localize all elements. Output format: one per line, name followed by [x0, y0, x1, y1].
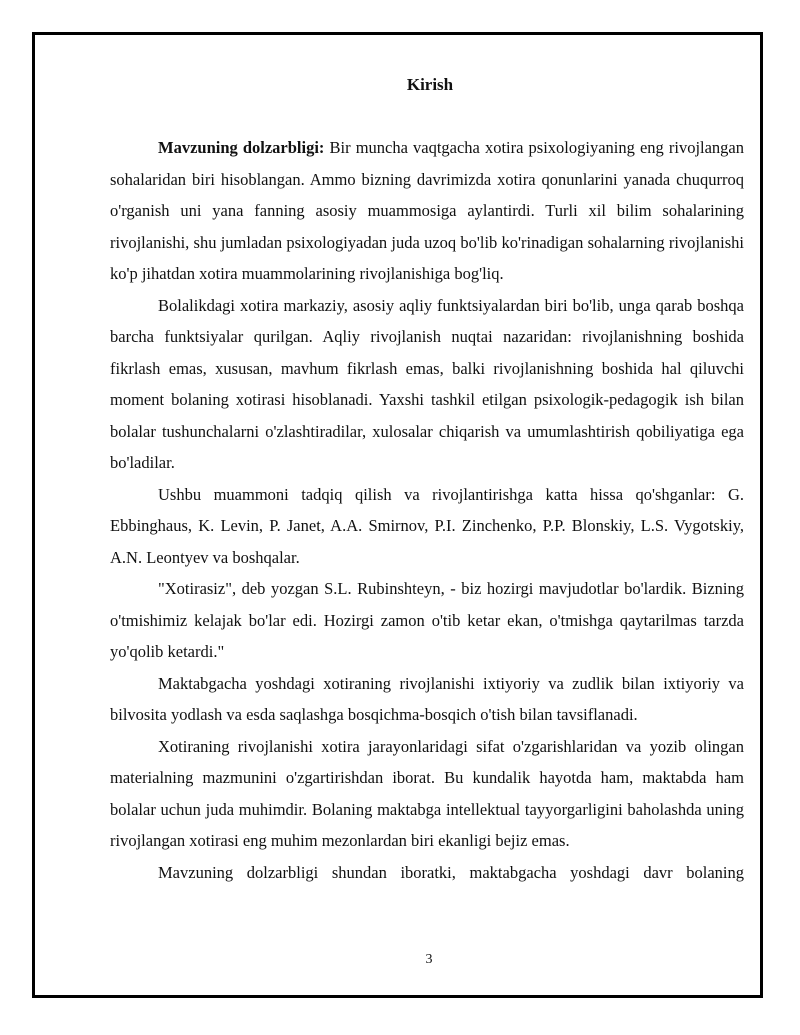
- paragraph-researchers: [110, 479, 744, 574]
- paragraph-childhood-memory: [110, 290, 744, 479]
- paragraph-relevance: [110, 132, 744, 290]
- paragraph-memory-development: [110, 731, 744, 857]
- paragraph-text: Bolalikdagi xotira markaziy, asosiy aqliy funktsiyalardan biri bo'lib, unga qarab boshqa barcha funktsiyalar qurilgan. Aqliy rivojlanish nuqtai nazaridan: rivojlanishning boshida fikrlash emas, xususan, mavhum fikrlash emas, balki rivojlanishning boshida hal qiluvchi moment bolaning xotirasi hisoblanadi. Yaxshi tashkil etilgan psixologik-pedagogik ish bilan bolalar tushunchalarni o'zlashtiradilar, xulosalar chiqarish va umumlashtirish qobiliyatiga ega bo'ladilar.: [110, 295, 744, 472]
- paragraph-text: "Xotirasiz", deb yozgan S.L. Rubinshteyn, - biz hozirgi mavjudotlar bo'lardik. Bizning o'tmishimiz kelajak bo'lar edi. Hozirgi zamon o'tib ketar ekan, o'tmishga qaytarilmas tarzda yo'qolib ketardi.": [110, 579, 744, 661]
- paragraph-relevance-continued: [110, 857, 744, 889]
- paragraph-text: Mavzuning dolzarbligi shundan iboratki, maktabgacha yoshdagi davr bolaning: [158, 862, 744, 882]
- paragraph-text: Ushbu muammoni tadqiq qilish va rivojlantirishga katta hissa qo'shganlar: G. Ebbinghaus, K. Levin, P. Janet, A.A. Smirnov, P.I. Zinchenko, P.P. Blonskiy, L.S. Vygotskiy, A.N. Leontyev va boshqalar.: [110, 484, 744, 567]
- document-body: [110, 70, 744, 888]
- section-title: Kirish: [406, 75, 454, 94]
- paragraph-preschool-memory: [110, 668, 744, 731]
- paragraph-text: Xotiraning rivojlanishi xotira jarayonlaridagi sifat o'zgarishlaridan va yozib olingan materialning mazmunini o'zgartirishdan iborat. Bu kundalik hayotda ham, maktabda ham bolalar uchun juda muhimdir. Bolaning maktabga intellektual tayyorgarligini baholashda uning rivojlangan xotirasi eng muhim mezonlardan biri ekanligi bejiz emas.: [110, 736, 744, 850]
- paragraph-text: Maktabgacha yoshdagi xotiraning rivojlanishi ixtiyoriy va zudlik bilan ixtiyoriy va bilvosita yodlash va esda saqlashga bosqichma-bosqich o'tish bilan tavsiflanadi.: [110, 673, 744, 724]
- page-number: 3: [425, 952, 433, 967]
- title-spacer: [110, 100, 744, 132]
- paragraph-lead: Mavzuning dolzarbligi:: [158, 138, 325, 157]
- paragraph-rubinshteyn-quote: [110, 573, 744, 668]
- paragraph-text: Bir muncha vaqtgacha xotira psixologiyaning eng rivojlangan sohalaridan biri hisoblangan. Ammo bizning davrimizda xotira qonunlarini yanada chuqurroq o'rganish uni yana fanning asosiy muammosiga aylantirdi. Turli xil bilim sohalarining rivojlanishi, shu jumladan psixologiyadan juda uzoq bo'lib ko'rinadigan sohalarning rivojlanishi ko'p jihatdan xotira muammolarining rivojlanishiga bog'liq.: [110, 138, 745, 283]
